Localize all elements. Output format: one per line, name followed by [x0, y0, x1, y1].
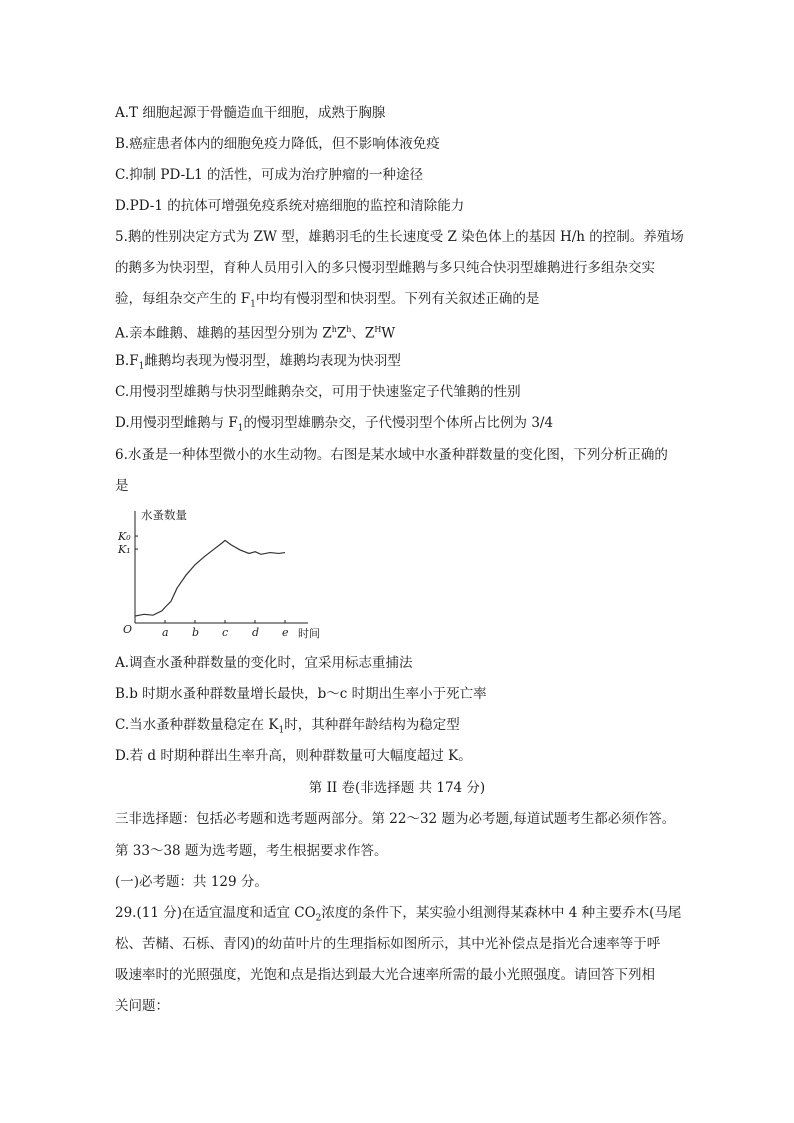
q4-option-c: C.抑制 PD-L1 的活性，可成为治疗肿瘤的一种途径 [115, 167, 423, 183]
required-heading: (一)必考题：共 129 分。 [115, 874, 268, 890]
q5-stem-line2: 的鹅多为快羽型，育种人员用引入的多只慢羽型雌鹅与多只纯合快羽型雄鹅进行多组杂交实 [115, 260, 655, 276]
q29-line4: 关问题： [115, 998, 169, 1014]
q6-stem-line2: 是 [115, 478, 129, 494]
q5-option-a: A.亲本雌鹅、雄鹅的基因型分别为 $Z^hZ^h$、$Z^HW$ [115, 325, 396, 342]
x-tick-label-e: e [282, 626, 289, 639]
q5-option-c: C.用慢羽型雄鹅与快羽型雌鹅杂交，可用于快速鉴定子代雏鹅的性别 [115, 384, 521, 400]
x-tick-label-d: d [252, 626, 260, 639]
x-tick-label-c: c [222, 626, 229, 639]
q5-stem-line3: 验，每组杂交产生的 $F_1$中均有慢羽型和快羽型。下列有关叙述正确的是 [115, 291, 540, 310]
q5-option-d: D.用慢羽型雌鹅与 $F_1$的慢羽型雄鹏杂交，子代慢羽型个体所占比例为 3/4 [115, 415, 554, 434]
q4-option-d: D.PD-1 的抗体可增强免疫系统对癌细胞的监控和清除能力 [115, 198, 465, 214]
q29-line2: 松、苦槠、石栎、青冈)的幼苗叶片的生理指标如图所示，其中光补偿点是指光合速率等于呼 [115, 936, 661, 952]
q4-option-b: B.癌症患者体内的细胞免疫力降低，但不影响体液免疫 [115, 136, 440, 152]
q6-option-d: D.若 d 时期种群出生率升高，则种群数量可大幅度超过 K。 [115, 748, 472, 764]
q5-stem-line1: 5.鹅的性别决定方式为 ZW 型，雄鹅羽毛的生长速度受 Z 染色体上的基因 H/h 的控制。养殖场 [115, 229, 684, 245]
q6-option-c: C.当水蚤种群数量稳定在 $K_1$时，其种群年龄结构为稳定型 [115, 717, 460, 736]
section-intro-line1: 三非选择题：包括必考题和选考题两部分。第 22～32 题为必考题,每道试题考生都必须作答。 [115, 811, 676, 827]
origin-label: O [123, 623, 133, 636]
q5-option-b: $B.F_1$雌鹅均表现为慢羽型，雄鹅均表现为快羽型 [115, 353, 401, 372]
y-tick-label-1: K₁ [118, 543, 131, 557]
y-tick-label-0: K₀ [118, 530, 131, 544]
population-chart [113, 505, 320, 645]
q29-line3: 吸速率时的光照强度，光饱和点是指达到最大光合速率所需的最小光照强度。请回答下列相 [115, 967, 655, 983]
q29-line1: 29.(11 分)在适宜温度和适宜 $CO_2$浓度的条件下，某实验小组测得某森林中 4 种主要乔木(马尾 [115, 905, 682, 924]
q6-stem-line1: 6.水蚤是一种体型微小的水生动物。右图是某水域中水蚤种群数量的变化图，下列分析正确的 [115, 447, 668, 463]
x-axis-label: 时间 [298, 627, 320, 640]
x-tick-label-a: a [162, 626, 169, 639]
x-tick-label-b: b [192, 626, 200, 639]
y-axis-label: 水蚤数量 [141, 508, 187, 522]
section-title: 第 II 卷(非选择题 共 174 分) [308, 780, 486, 796]
q6-option-a: A.调查水蚤种群数量的变化时，宜采用标志重捕法 [115, 655, 413, 671]
population-curve [135, 540, 285, 616]
q6-option-b: B.b 时期水蚤种群数量增长最快，b～c 时期出生率小于死亡率 [115, 686, 487, 702]
q4-option-a: A.T 细胞起源于骨髓造血干细胞，成熟于胸腺 [115, 105, 386, 121]
section-intro-line2: 第 33～38 题为选考题，考生根据要求作答。 [115, 843, 388, 859]
